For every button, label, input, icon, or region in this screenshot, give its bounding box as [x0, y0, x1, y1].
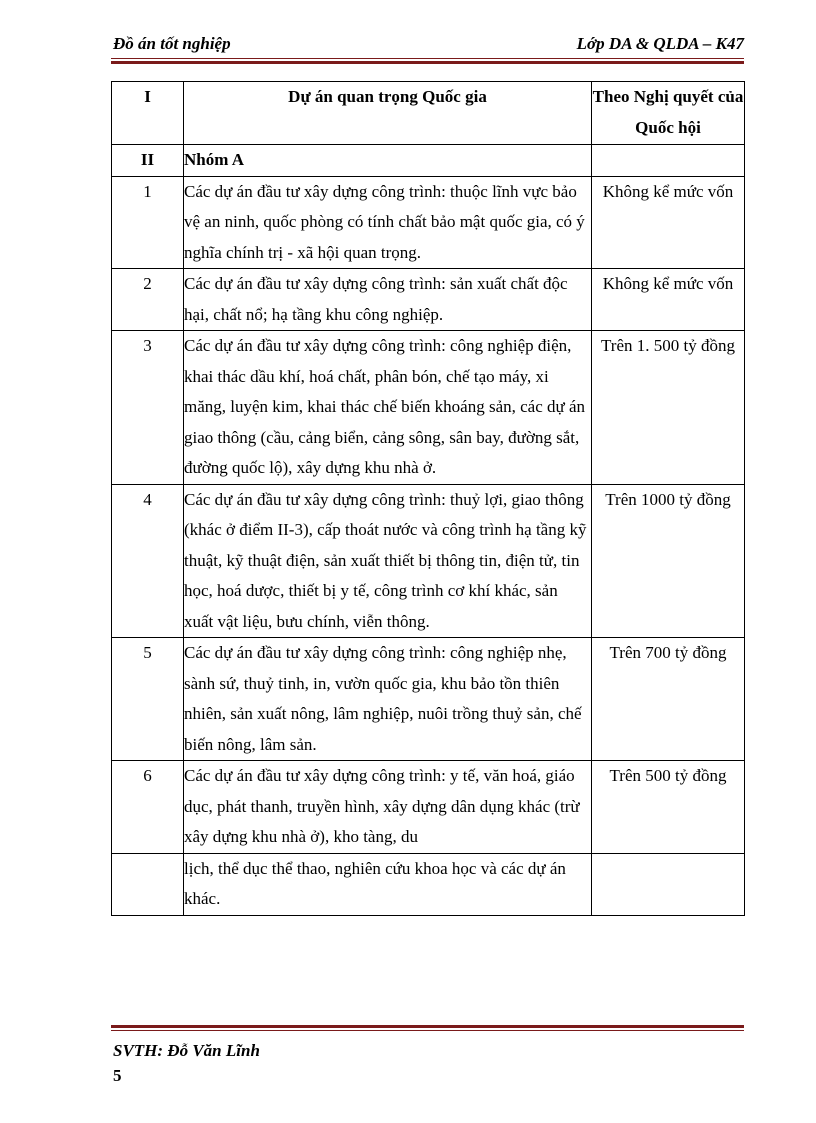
table-row — [112, 853, 745, 915]
row-number: 4 — [112, 484, 184, 638]
row-description: Các dự án đầu tư xây dựng công trình: thuộc lĩnh vực bảo vệ an ninh, quốc phòng có tính chất bảo mật quốc gia, có ý nghĩa chính trị - xã hội quan trọng. — [184, 176, 592, 269]
table-row — [112, 638, 745, 761]
page-number: 5 — [113, 1066, 122, 1085]
row-number: 6 — [112, 761, 184, 854]
row-number — [112, 853, 184, 915]
row-number: 3 — [112, 331, 184, 485]
table-row — [112, 331, 745, 485]
row-number: 1 — [112, 176, 184, 269]
table-row — [112, 269, 745, 331]
table-row — [112, 176, 745, 269]
row-description: Các dự án đầu tư xây dựng công trình: công nghiệp nhẹ, sành sứ, thuỷ tinh, in, vườn quốc gia, khu bảo tồn thiên nhiên, sản xuất nông, lâm nghiệp, nuôi trồng thuỷ sản, chế biến nông, lâm sản. — [184, 638, 592, 761]
row-capital: Trên 1. 500 tỷ đồng — [592, 331, 745, 485]
row-capital — [592, 145, 745, 177]
row-capital — [592, 853, 745, 915]
row-capital: Không kể mức vốn — [592, 269, 745, 331]
row-description: Các dự án đầu tư xây dựng công trình: thuỷ lợi, giao thông (khác ở điểm II-3), cấp thoát nước và công trình hạ tầng kỹ thuật, kỹ thuật điện, sản xuất thiết bị thông tin, điện tử, tin học, hoá dược, thiết bị y tế, công trình cơ khí khác, sản xuất vật liệu, bưu chính, viễn thông. — [184, 484, 592, 638]
row-number: 2 — [112, 269, 184, 331]
table-row — [112, 82, 745, 145]
row-description: Các dự án đầu tư xây dựng công trình: sản xuất chất độc hại, chất nổ; hạ tầng khu công nghiệp. — [184, 269, 592, 331]
footer-rule-thick — [111, 1025, 744, 1028]
row-capital: Trên 1000 tỷ đồng — [592, 484, 745, 638]
row-description: Các dự án đầu tư xây dựng công trình: công nghiệp điện, khai thác dầu khí, hoá chất, phân bón, chế tạo máy, xi măng, luyện kim, khai thác chế biến khoáng sản, các dự án giao thông (cầu, cảng biển, cảng sông, sân bay, đường sắt, đường quốc lộ), xây dựng khu nhà ở. — [184, 331, 592, 485]
footer-author: SVTH: Đỗ Văn Lĩnh — [113, 1041, 260, 1060]
row-description: lịch, thể dục thể thao, nghiên cứu khoa học và các dự án khác. — [184, 853, 592, 915]
table-row — [112, 761, 745, 854]
row-description: Các dự án đầu tư xây dựng công trình: y tế, văn hoá, giáo dục, phát thanh, truyền hình, xây dựng dân dụng khác (trừ xây dựng khu nhà ở), kho tàng, du — [184, 761, 592, 854]
header-title: Đồ án tốt nghiệp — [113, 34, 231, 53]
row-number: II — [112, 145, 184, 177]
header-class: Lớp DA & QLDA – K47 — [576, 34, 744, 53]
row-number: 5 — [112, 638, 184, 761]
row-capital: Trên 700 tỷ đồng — [592, 638, 745, 761]
table-row — [112, 145, 745, 177]
header-rule-thick — [111, 61, 744, 64]
table-row — [112, 484, 745, 638]
row-description: Dự án quan trọng Quốc gia — [184, 82, 592, 145]
row-number: I — [112, 82, 184, 145]
row-capital: Trên 500 tỷ đồng — [592, 761, 745, 854]
footer-rule-thin — [111, 1030, 744, 1031]
project-classification-table — [111, 81, 745, 916]
header-rule-thin — [111, 58, 744, 59]
row-capital: Không kể mức vốn — [592, 176, 745, 269]
row-description: Nhóm A — [184, 145, 592, 177]
row-capital: Theo Nghị quyết của Quốc hội — [592, 82, 745, 145]
